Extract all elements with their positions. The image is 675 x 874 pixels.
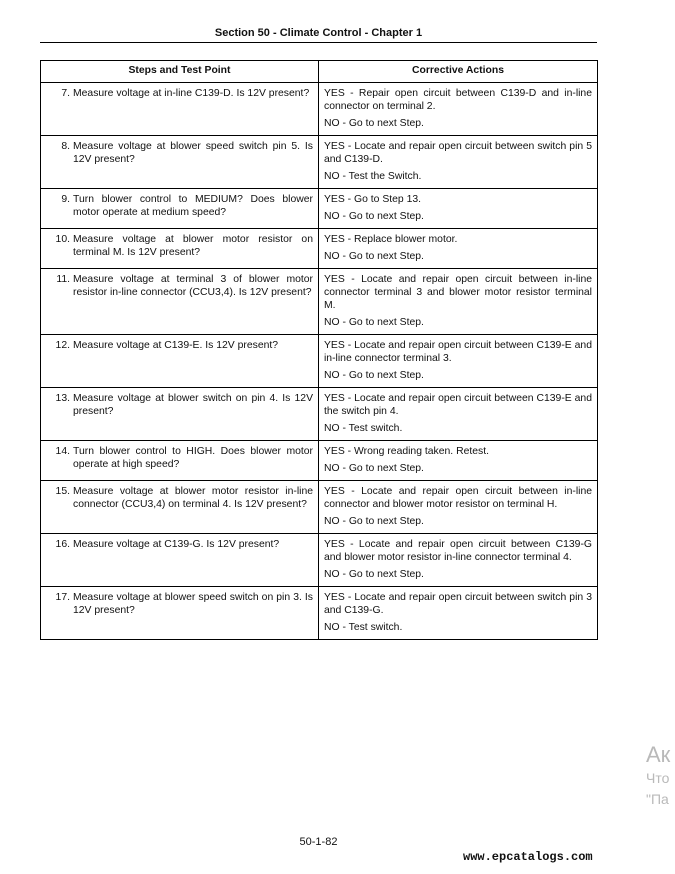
table-row [41, 229, 598, 269]
action-no: NO - Go to next Step. [324, 118, 424, 129]
activation-overlay-line2: Что [646, 770, 670, 787]
table-row [41, 534, 598, 587]
activation-overlay-line1: Ак [646, 742, 671, 767]
step-number: 16. [55, 539, 70, 550]
action-no: NO - Go to next Step. [324, 516, 424, 527]
step-text: Turn blower control to HIGH. Does blower motor operate at high speed? [73, 446, 313, 470]
step-cell [41, 83, 319, 136]
step-text: Measure voltage at blower motor resistor in-line connector (CCU3,4) on terminal 4. Is 12V present? [73, 486, 313, 510]
action-no: NO - Go to next Step. [324, 317, 424, 328]
action-no: NO - Go to next Step. [324, 463, 424, 474]
table-header-row [41, 61, 598, 83]
corrective-action-cell [319, 229, 598, 269]
corrective-action-cell [319, 481, 598, 534]
corrective-action-cell [319, 136, 598, 189]
step-cell [41, 441, 319, 481]
step-cell [41, 587, 319, 640]
action-yes: YES - Locate and repair open circuit between in-line connector terminal 3 and blower motor resistor terminal M. [324, 274, 592, 311]
table-row [41, 83, 598, 136]
table-row [41, 388, 598, 441]
action-yes: YES - Locate and repair open circuit between switch pin 5 and C139-D. [324, 141, 592, 165]
corrective-action-cell [319, 269, 598, 335]
action-no: NO - Go to next Step. [324, 569, 424, 580]
step-cell [41, 136, 319, 189]
column-header-actions: Corrective Actions [319, 61, 598, 83]
step-text: Measure voltage at blower motor resistor on terminal M. Is 12V present? [73, 234, 313, 258]
action-yes: YES - Locate and repair open circuit between switch pin 3 and C139-G. [324, 592, 592, 616]
action-no: NO - Test switch. [324, 423, 403, 434]
header-rule [40, 42, 597, 43]
step-cell [41, 388, 319, 441]
table-row [41, 335, 598, 388]
step-text: Measure voltage at terminal 3 of blower motor resistor in-line connector (CCU3,4). Is 12V present? [73, 274, 313, 298]
corrective-action-cell [319, 388, 598, 441]
step-cell [41, 481, 319, 534]
table-row [41, 481, 598, 534]
table-body [41, 83, 598, 640]
column-header-steps: Steps and Test Point [41, 61, 319, 83]
step-number: 17. [55, 592, 70, 603]
table-row [41, 189, 598, 229]
step-number: 15. [55, 486, 70, 497]
step-number: 10. [55, 234, 70, 245]
corrective-action-cell [319, 189, 598, 229]
action-no: NO - Test the Switch. [324, 171, 422, 182]
action-yes: YES - Locate and repair open circuit between C139-G and blower motor resistor in-line connector terminal 4. [324, 539, 592, 563]
watermark-url: www.epcatalogs.com [463, 850, 593, 864]
troubleshooting-table [40, 60, 598, 640]
step-text: Measure voltage at in-line C139-D. Is 12V present? [73, 88, 310, 99]
page-header: Section 50 - Climate Control - Chapter 1 [214, 27, 423, 39]
step-number: 8. [61, 141, 70, 152]
page-number: 50-1-82 [299, 836, 338, 848]
activation-overlay [646, 742, 670, 808]
corrective-action-cell [319, 83, 598, 136]
action-no: NO - Go to next Step. [324, 251, 424, 262]
action-yes: YES - Locate and repair open circuit between C139-E and in-line connector terminal 3. [324, 340, 592, 364]
step-number: 7. [61, 88, 70, 99]
step-number: 12. [55, 340, 70, 351]
corrective-action-cell [319, 587, 598, 640]
step-number: 11. [56, 274, 70, 285]
step-number: 14. [55, 446, 70, 457]
action-yes: YES - Wrong reading taken. Retest. [324, 446, 489, 457]
action-yes: YES - Replace blower motor. [324, 234, 458, 245]
table-row [41, 441, 598, 481]
table-row [41, 269, 598, 335]
step-cell [41, 534, 319, 587]
step-text: Measure voltage at blower speed switch pin 5. Is 12V present? [73, 141, 313, 165]
step-text: Measure voltage at C139-G. Is 12V present? [73, 539, 280, 550]
table-row [41, 136, 598, 189]
action-no: NO - Test switch. [324, 622, 403, 633]
step-text: Measure voltage at blower speed switch on pin 3. Is 12V present? [73, 592, 313, 616]
step-text: Measure voltage at blower switch on pin 4. Is 12V present? [73, 393, 313, 417]
step-cell [41, 269, 319, 335]
step-cell [41, 189, 319, 229]
step-number: 9. [61, 194, 70, 205]
step-cell [41, 229, 319, 269]
action-yes: YES - Repair open circuit between C139-D and in-line connector on terminal 2. [324, 88, 592, 112]
action-yes: YES - Locate and repair open circuit between C139-E and the switch pin 4. [324, 393, 592, 417]
step-text: Measure voltage at C139-E. Is 12V present? [73, 340, 279, 351]
activation-overlay-line3: "Па [646, 791, 669, 808]
corrective-action-cell [319, 534, 598, 587]
action-no: NO - Go to next Step. [324, 211, 424, 222]
action-yes: YES - Locate and repair open circuit between in-line connector and blower motor resistor on terminal H. [324, 486, 592, 510]
corrective-action-cell [319, 441, 598, 481]
step-cell [41, 335, 319, 388]
table-row [41, 587, 598, 640]
corrective-action-cell [319, 335, 598, 388]
action-no: NO - Go to next Step. [324, 370, 424, 381]
action-yes: YES - Go to Step 13. [324, 194, 422, 205]
step-text: Turn blower control to MEDIUM? Does blower motor operate at medium speed? [73, 194, 313, 218]
step-number: 13. [55, 393, 70, 404]
